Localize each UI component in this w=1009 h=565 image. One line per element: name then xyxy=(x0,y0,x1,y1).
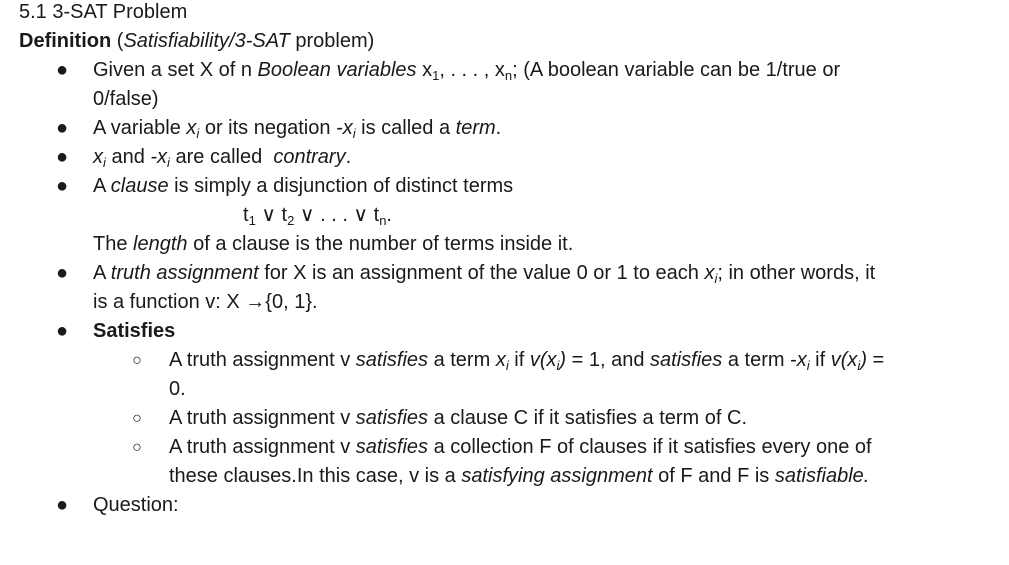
clause-formula: $t_1$ ∨ $t_2$ ∨ . . . ∨ $t_n$. xyxy=(243,204,392,228)
circle-bullet-icon: ○ xyxy=(132,352,142,369)
bullet-icon: ● xyxy=(56,320,69,342)
section-title: 5.1 3-SAT Problem xyxy=(19,1,188,23)
circle-bullet-icon: ○ xyxy=(132,410,142,427)
bullet-icon: ● xyxy=(56,175,69,197)
sublist-item-clause: ○ A truth assignment v satisfies a clause C if it satisfies a term of C. xyxy=(169,404,1004,433)
list-item-question: ● Question: xyxy=(93,491,1004,520)
satisfies-sublist xyxy=(93,346,1004,491)
satisfies-heading: Satisfies xyxy=(93,320,176,342)
sublist-item-collection: ○ A truth assignment v satisfies a collection F of clauses if it satisfies every one of these clauses.In this case, v is a satisfying assignment of F and F is satisfiable. xyxy=(169,433,1004,491)
circle-bullet-icon: ○ xyxy=(132,439,142,456)
definition-list xyxy=(19,56,1004,520)
list-item-truth-assignment: ● A truth assignment for X is an assignment of the value 0 or 1 to each $x_i$; in other words, it is a function v: X →{0, 1}. xyxy=(93,259,1004,317)
bullet-icon: ● xyxy=(56,262,69,284)
bullet-icon: ● xyxy=(56,146,69,168)
list-item-variables: ● Given a set X of n Boolean variables $x_1$, . . . , $x_n$; (A boolean variable can be 1/true or 0/false) xyxy=(93,56,1004,114)
list-item-contrary: ● $x_i$ and $-x_i$ are called contrary. xyxy=(93,143,1004,172)
definition-label: Definition xyxy=(19,30,112,52)
list-item-term: ● A variable $x_i$ or its negation $-x_i$ is called a term. xyxy=(93,114,1004,143)
list-item-clause: ● A clause is simply a disjunction of distinct terms $t_1$ ∨ $t_2$ ∨ . . . ∨ $t_n$. The length of a clause is the number of terms inside it. xyxy=(93,172,1004,259)
document xyxy=(19,0,1004,520)
bullet-icon: ● xyxy=(56,117,69,139)
bullet-icon: ● xyxy=(56,59,69,81)
sublist-item-term: ○ A truth assignment v satisfies a term $x_i$ if $v(x_i) = 1$, and satisfies a term $-x_i$ if $v(x_i)$ = 0. xyxy=(169,346,1004,404)
problem-name: Satisfiability/3-SAT xyxy=(123,30,290,52)
definition-heading: Definition (Satisfiability/3-SAT problem) xyxy=(19,30,375,52)
bullet-icon: ● xyxy=(56,494,69,516)
list-item-satisfies xyxy=(56,317,1004,491)
